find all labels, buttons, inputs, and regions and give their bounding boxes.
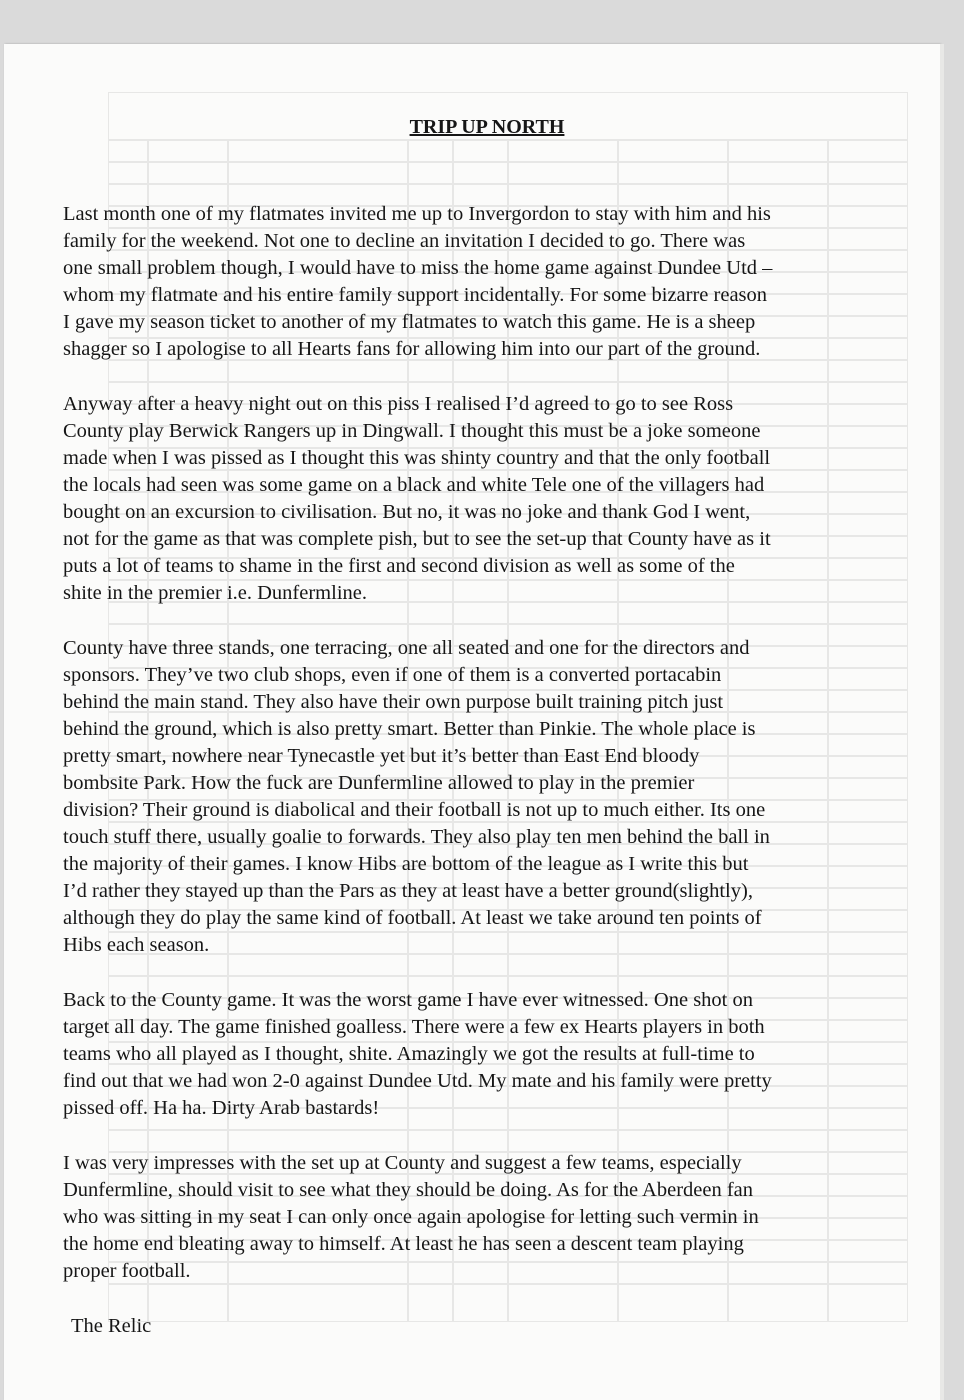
text-line: the majority of their games. I know Hibs are bottom of the league as I write this but: [63, 853, 749, 875]
text-line: I gave my season ticket to another of my flatmates to watch this game. He is a sheep: [63, 311, 756, 333]
text-line: Anyway after a heavy night out on this piss I realised I’d agreed to go to see Ross: [63, 393, 734, 415]
text-line: made when I was pissed as I thought this was shinty country and that the only football: [63, 447, 771, 469]
text-line: Last month one of my flatmates invited me up to Invergordon to stay with him and his: [63, 203, 771, 225]
paragraph-5: [63, 1150, 881, 1285]
text-line: the locals had seen was some game on a black and white Tele one of the villagers had: [63, 474, 765, 496]
paragraph-3: [63, 635, 881, 959]
paragraph-4: [63, 987, 881, 1122]
text-line: puts a lot of teams to shame in the first and second division as well as some of the: [63, 555, 735, 577]
text-line: one small problem though, I would have to miss the home game against Dundee Utd –: [63, 257, 773, 279]
text-line: although they do play the same kind of football. At least we take around ten points of: [63, 907, 762, 929]
text-line: find out that we had won 2-0 against Dundee Utd. My mate and his family were pretty: [63, 1070, 772, 1092]
text-line: whom my flatmate and his entire family support incidentally. For some bizarre reason: [63, 284, 768, 306]
text-line: I’d rather they stayed up than the Pars as they at least have a better ground(slightly),: [63, 880, 753, 902]
text-line: Dunfermline, should visit to see what they should be doing. As for the Aberdeen fan: [63, 1179, 754, 1201]
article: [63, 114, 881, 1340]
text-line: bought on an excursion to civilisation. But no, it was no joke and thank God I went,: [63, 501, 751, 523]
paragraph-2: [63, 391, 881, 607]
author-signature: The Relic: [71, 1315, 152, 1337]
text-line: behind the ground, which is also pretty smart. Better than Pinkie. The whole place is: [63, 718, 756, 740]
text-line: I was very impresses with the set up at County and suggest a few teams, especially: [63, 1152, 742, 1174]
text-line: sponsors. They’ve two club shops, even if one of them is a converted portacabin: [63, 664, 722, 686]
text-line: proper football.: [63, 1260, 191, 1282]
text-line: pretty smart, nowhere near Tynecastle yet but it’s better than East End bloody: [63, 745, 700, 767]
article-title: TRIP UP NORTH: [409, 116, 565, 138]
text-line: Back to the County game. It was the worst game I have ever witnessed. One shot on: [63, 989, 753, 1011]
text-line: the home end bleating away to himself. At least he has seen a descent team playing: [63, 1233, 744, 1255]
text-line: pissed off. Ha ha. Dirty Arab bastards!: [63, 1097, 380, 1119]
paper-edge: [940, 44, 944, 1400]
text-line: family for the weekend. Not one to decline an invitation I decided to go. There was: [63, 230, 746, 252]
text-line: County have three stands, one terracing, one all seated and one for the directors and: [63, 637, 750, 659]
text-line: Hibs each season.: [63, 934, 210, 956]
text-line: behind the main stand. They also have their own purpose built training pitch just: [63, 691, 724, 713]
text-line: County play Berwick Rangers up in Dingwall. I thought this must be a joke someone: [63, 420, 761, 442]
text-line: shagger so I apologise to all Hearts fans for allowing him into our part of the ground.: [63, 338, 761, 360]
text-line: touch stuff there, usually goalie to forwards. They also play ten men behind the ball in: [63, 826, 770, 848]
text-line: bombsite Park. How the fuck are Dunfermline allowed to play in the premier: [63, 772, 695, 794]
text-line: not for the game as that was complete pish, but to see the set-up that County have as it: [63, 528, 771, 550]
text-line: division? Their ground is diabolical and their football is not up to much either. Its one: [63, 799, 766, 821]
paragraph-1: [63, 201, 881, 363]
text-line: target all day. The game finished goalless. There were a few ex Hearts players in both: [63, 1016, 765, 1038]
text-line: who was sitting in my seat I can only once again apologise for letting such vermin in: [63, 1206, 759, 1228]
text-line: teams who all played as I thought, shite. Amazingly we got the results at full-time to: [63, 1043, 755, 1065]
text-line: shite in the premier i.e. Dunfermline.: [63, 582, 367, 604]
